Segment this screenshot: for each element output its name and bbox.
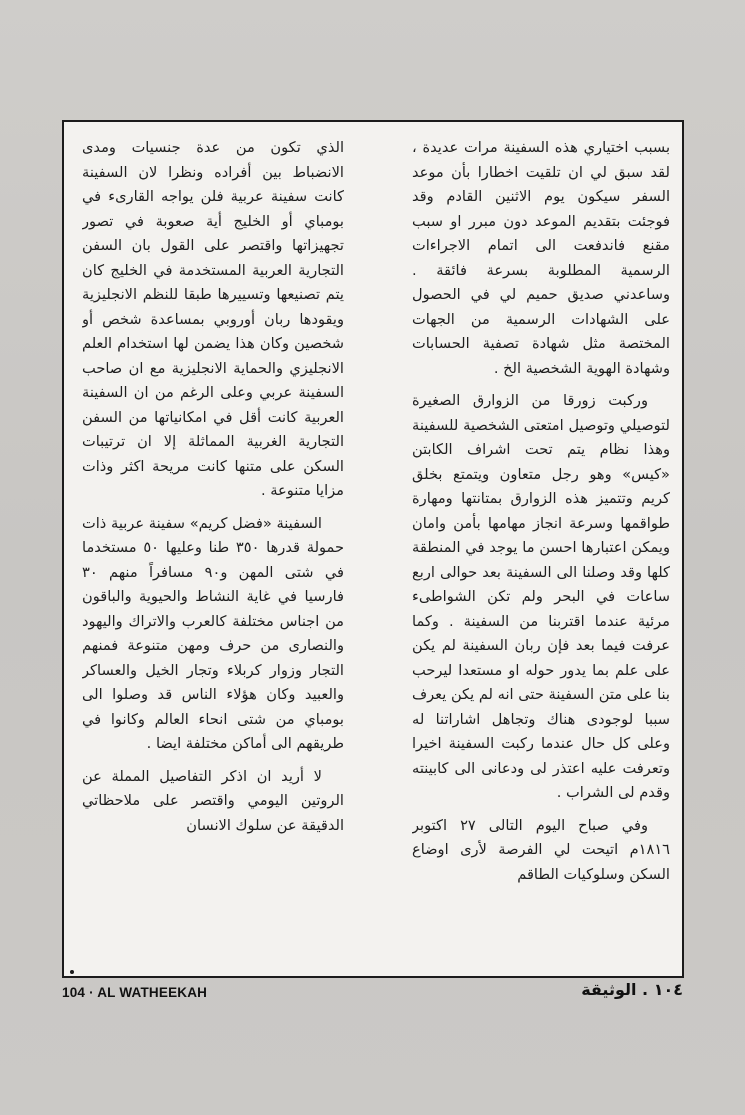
paragraph: الذي تكون من عدة جنسيات ومدى الانضباط بين أفراده ونظرا لان السفينة كانت سفينة عربية فلن يواجه القارىء في بومباي أو الخليج أية صعوبة في تصور تجهيزاتها واقتصر على القول بان السفن التجارية العربية المستخدمة في الخليج كان يتم تصنيعها وتسييرها طبقا للنظم الانجليزية ويقودها ربان أوروبي بمساعدة شخص أو شخصين وكان هذا يضمن لها استخدام العلم الانجليزي والحماية الانجليزية مع ان صاحب السفينة عربي وعلى الرغم من ان السفينة العربية كانت أقل في امكانياتها من السفن التجارية الغربية المماثلة إلا ان ترتيبات السكن على متنها كانت مريحة اكثر وذات مزايا متنوعة . — [82, 139, 344, 499]
article-text-frame — [62, 120, 684, 978]
paragraph: وفي صباح اليوم التالى ٢٧ اكتوبر ١٨١٦م اتيحت لي الفرصة لأرى اوضاع السكن وسلوكيات الطاقم — [412, 816, 670, 883]
folio-english: 104 · AL WATHEEKAH — [62, 985, 208, 1000]
paragraph: لا أريد ان اذكر التفاصيل المملة عن الروتين اليومي واقتصر على ملاحظاتي الدقيقة عن سلوك الانسان — [82, 767, 344, 834]
right-text-column — [412, 136, 670, 964]
paragraph: السفينة «فضل كريم» سفينة عربية ذات حمولة قدرها ٣٥٠ طنا وعليها ٥٠ مستخدما في شتى المهن و٩٠ مسافراً منهم ٣٠ فارسيا في غاية النشاط والحيوية والباقون من اجناس مختلفة كالعرب والاتراك واليهود والنصارى من حرف ومهن متنوعة فمنهم التجار وزوار كربلاء وتجار الخيل والعساكر والعبيد وكان هؤلاء الناس قد وصلوا الى بومباي من شتى انحاء العالم وكانوا في طريقهم الى أماكن مختلفة ايضا . — [82, 514, 344, 752]
paragraph: بسبب اختياري هذه السفينة مرات عديدة ، لقد سبق لي ان تلقيت اخطارا بأن موعد السفر سيكون يوم الاثنين القادم وقد فوجئت بتقديم الموعد دون مبرر او سبب مقنع فاندفعت الى اتمام الاجراءات الرسمية المطلوبة بسرعة فائقة . وساعدني صديق حميم لي في الحصول على الشهادات الرسمية من الجهات المختصة مثل شهادة تصفية الحسابات وشهادة الهوية الشخصية الخ . — [412, 139, 670, 377]
left-text-column — [82, 136, 344, 964]
paragraph: وركبت زورقا من الزوارق الصغيرة لتوصيلي وتوصيل امتعتى الشخصية للسفينة وهذا نظام يتم تحت اشراف الكابتن «كيس» وهو رجل متعاون ويتمتع بخلق كريم وتتميز هذه الزوارق بمتانتها ومهارة طواقمها وسرعة انجاز مهامها بأمن وامان ويمكن اعتبارها احسن ما يوجد في المنطقة كلها وقد وصلنا الى السفينة بعد حوالى اربع ساعات في البحر ولم تكن الشواطىء مرئية عندما اقتربنا من السفينة . وكما عرفت فيما بعد فإن ربان السفينة لم يكن على علم بما يدور حوله او مستعدا ليرحب بنا على متن السفينة حتى انه لم يكن يعرف سببا لوجودى هناك وتجاهل اشاراتنا له وعلى كل حال عندما ركبت السفينة اخيرا وتعرفت عليه اعتذر لى ودعانى الى كابينته وقدم لى الشراب . — [412, 392, 670, 801]
frame-corner-dot — [70, 970, 74, 974]
folio-arabic: ١٠٤ . الوثيقة — [581, 980, 683, 999]
